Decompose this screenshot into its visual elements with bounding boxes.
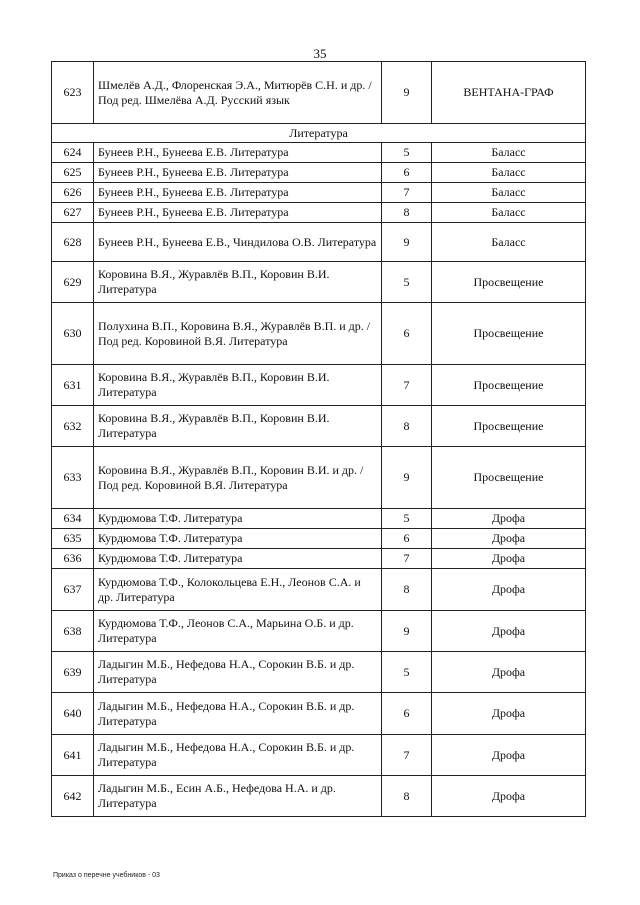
row-number: 634 — [52, 509, 94, 529]
grade-cell: 9 — [382, 62, 432, 124]
publisher-cell: Дрофа — [432, 652, 586, 693]
grade-cell: 6 — [382, 303, 432, 365]
textbook-title: Курдюмова Т.Ф., Колокольцева Е.Н., Леонов С.А. и др. Литература — [94, 569, 382, 611]
table-row — [52, 693, 586, 735]
grade-cell: 5 — [382, 652, 432, 693]
row-number: 636 — [52, 549, 94, 569]
publisher-cell: Баласс — [432, 223, 586, 262]
grade-cell: 9 — [382, 611, 432, 652]
row-number: 628 — [52, 223, 94, 262]
textbook-title: Коровина В.Я., Журавлёв В.П., Коровин В.И. Литература — [94, 406, 382, 447]
table-row — [52, 549, 586, 569]
table-row — [52, 569, 586, 611]
publisher-cell: Баласс — [432, 183, 586, 203]
publisher-cell: Дрофа — [432, 509, 586, 529]
publisher-cell: Дрофа — [432, 611, 586, 652]
publisher-cell: Дрофа — [432, 549, 586, 569]
publisher-cell: Просвещение — [432, 303, 586, 365]
grade-cell: 6 — [382, 163, 432, 183]
row-number: 626 — [52, 183, 94, 203]
textbook-title: Курдюмова Т.Ф. Литература — [94, 549, 382, 569]
textbook-title: Курдюмова Т.Ф., Леонов С.А., Марьина О.Б. и др. Литература — [94, 611, 382, 652]
row-number: 637 — [52, 569, 94, 611]
grade-cell: 5 — [382, 262, 432, 303]
row-number: 642 — [52, 776, 94, 817]
section-heading: Литература — [52, 124, 586, 143]
grade-cell: 8 — [382, 569, 432, 611]
table-row — [52, 611, 586, 652]
grade-cell: 5 — [382, 143, 432, 163]
publisher-cell: Баласс — [432, 163, 586, 183]
grade-cell: 9 — [382, 447, 432, 509]
grade-cell: 8 — [382, 776, 432, 817]
row-number: 640 — [52, 693, 94, 735]
textbook-title: Ладыгин М.Б., Есин А.Б., Нефедова Н.А. и др. Литература — [94, 776, 382, 817]
row-number: 630 — [52, 303, 94, 365]
textbook-title: Ладыгин М.Б., Нефедова Н.А., Сорокин В.Б. и др. Литература — [94, 693, 382, 735]
row-number: 638 — [52, 611, 94, 652]
table-row — [52, 262, 586, 303]
grade-cell: 7 — [382, 549, 432, 569]
textbook-title: Коровина В.Я., Журавлёв В.П., Коровин В.И. и др. / Под ред. Коровиной В.Я. Литература — [94, 447, 382, 509]
row-number: 629 — [52, 262, 94, 303]
row-number: 624 — [52, 143, 94, 163]
row-number: 632 — [52, 406, 94, 447]
table-row — [52, 735, 586, 776]
textbook-title: Полухина В.П., Коровина В.Я., Журавлёв В.П. и др. / Под ред. Коровиной В.Я. Литература — [94, 303, 382, 365]
textbook-title: Бунеев Р.Н., Бунеева Е.В. Литература — [94, 163, 382, 183]
textbook-title: Бунеев Р.Н., Бунеева Е.В. Литература — [94, 143, 382, 163]
publisher-cell: Баласс — [432, 143, 586, 163]
grade-cell: 6 — [382, 529, 432, 549]
textbook-title: Бунеев Р.Н., Бунеева Е.В. Литература — [94, 203, 382, 223]
textbook-title: Ладыгин М.Б., Нефедова Н.А., Сорокин В.Б. и др. Литература — [94, 652, 382, 693]
publisher-cell: Просвещение — [432, 406, 586, 447]
table-row — [52, 652, 586, 693]
publisher-cell: Дрофа — [432, 569, 586, 611]
publisher-cell: Просвещение — [432, 447, 586, 509]
publisher-cell: Баласс — [432, 203, 586, 223]
publisher-cell: Дрофа — [432, 693, 586, 735]
grade-cell: 8 — [382, 406, 432, 447]
publisher-cell: Дрофа — [432, 529, 586, 549]
textbook-title: Ладыгин М.Б., Нефедова Н.А., Сорокин В.Б. и др. Литература — [94, 735, 382, 776]
table-row — [52, 776, 586, 817]
publisher-cell: Дрофа — [432, 735, 586, 776]
grade-cell: 5 — [382, 509, 432, 529]
table-row — [52, 163, 586, 183]
table-row — [52, 223, 586, 262]
textbook-title: Курдюмова Т.Ф. Литература — [94, 509, 382, 529]
textbook-title: Бунеев Р.Н., Бунеева Е.В. Литература — [94, 183, 382, 203]
grade-cell: 7 — [382, 183, 432, 203]
section-row — [52, 124, 586, 143]
table-row — [52, 143, 586, 163]
row-number: 641 — [52, 735, 94, 776]
footer-note: Приказ о перечне учебников - 03 — [53, 872, 160, 879]
table-row — [52, 62, 586, 124]
grade-cell: 9 — [382, 223, 432, 262]
textbook-title: Шмелёв А.Д., Флоренская Э.А., Митюрёв С.Н. и др. / Под ред. Шмелёва А.Д. Русский язык — [94, 62, 382, 124]
publisher-cell: Дрофа — [432, 776, 586, 817]
textbook-title: Курдюмова Т.Ф. Литература — [94, 529, 382, 549]
table-row — [52, 447, 586, 509]
row-number: 625 — [52, 163, 94, 183]
row-number: 627 — [52, 203, 94, 223]
table-row — [52, 529, 586, 549]
grade-cell: 7 — [382, 735, 432, 776]
publisher-cell: Просвещение — [432, 262, 586, 303]
textbook-title: Коровина В.Я., Журавлёв В.П., Коровин В.И. Литература — [94, 365, 382, 406]
textbook-title: Бунеев Р.Н., Бунеева Е.В., Чиндилова О.В. Литература — [94, 223, 382, 262]
row-number: 639 — [52, 652, 94, 693]
grade-cell: 6 — [382, 693, 432, 735]
table-row — [52, 509, 586, 529]
table-row — [52, 183, 586, 203]
textbook-table — [51, 61, 586, 817]
grade-cell: 8 — [382, 203, 432, 223]
publisher-cell: Просвещение — [432, 365, 586, 406]
table-row — [52, 365, 586, 406]
row-number: 623 — [52, 62, 94, 124]
row-number: 631 — [52, 365, 94, 406]
grade-cell: 7 — [382, 365, 432, 406]
row-number: 635 — [52, 529, 94, 549]
table-row — [52, 203, 586, 223]
table-row — [52, 406, 586, 447]
page-number: 35 — [313, 46, 327, 61]
textbook-title: Коровина В.Я., Журавлёв В.П., Коровин В.И. Литература — [94, 262, 382, 303]
row-number: 633 — [52, 447, 94, 509]
publisher-cell: ВЕНТАНА-ГРАФ — [432, 62, 586, 124]
table-row — [52, 303, 586, 365]
